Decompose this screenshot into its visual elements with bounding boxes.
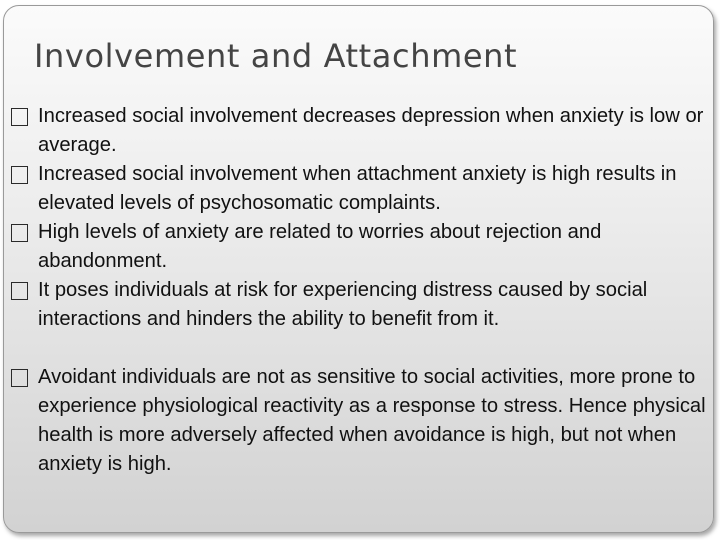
slide-frame xyxy=(3,5,714,533)
bullet-item xyxy=(10,276,712,334)
slide-title: Involvement and Attachment xyxy=(34,37,518,75)
square-bullet-icon xyxy=(11,166,28,184)
bullet-item xyxy=(10,102,712,160)
bullet-text: High levels of anxiety are related to worries about rejection and abandonment. xyxy=(38,221,602,272)
square-bullet-icon xyxy=(11,108,28,126)
square-bullet-icon xyxy=(11,369,28,387)
bullet-item xyxy=(10,363,712,479)
bullet-text: Increased social involvement decreases depression when anxiety is low or average. xyxy=(38,105,704,156)
bullet-text: Increased social involvement when attachment anxiety is high results in elevated levels of psychosomatic complaints. xyxy=(38,163,677,214)
bullet-item xyxy=(10,160,712,218)
bullet-list xyxy=(10,102,712,479)
bullet-text: It poses individuals at risk for experiencing distress caused by social interactions and hinders the ability to benefit from it. xyxy=(38,279,648,330)
square-bullet-icon xyxy=(11,224,28,242)
bullet-item xyxy=(10,218,712,276)
bullet-text: Avoidant individuals are not as sensitive to social activities, more prone to experience physiological reactivity as a response to stress. Hence physical health is more adversely affected when avoidance is high, but not when anxiety is high. xyxy=(38,366,706,475)
square-bullet-icon xyxy=(11,282,28,300)
